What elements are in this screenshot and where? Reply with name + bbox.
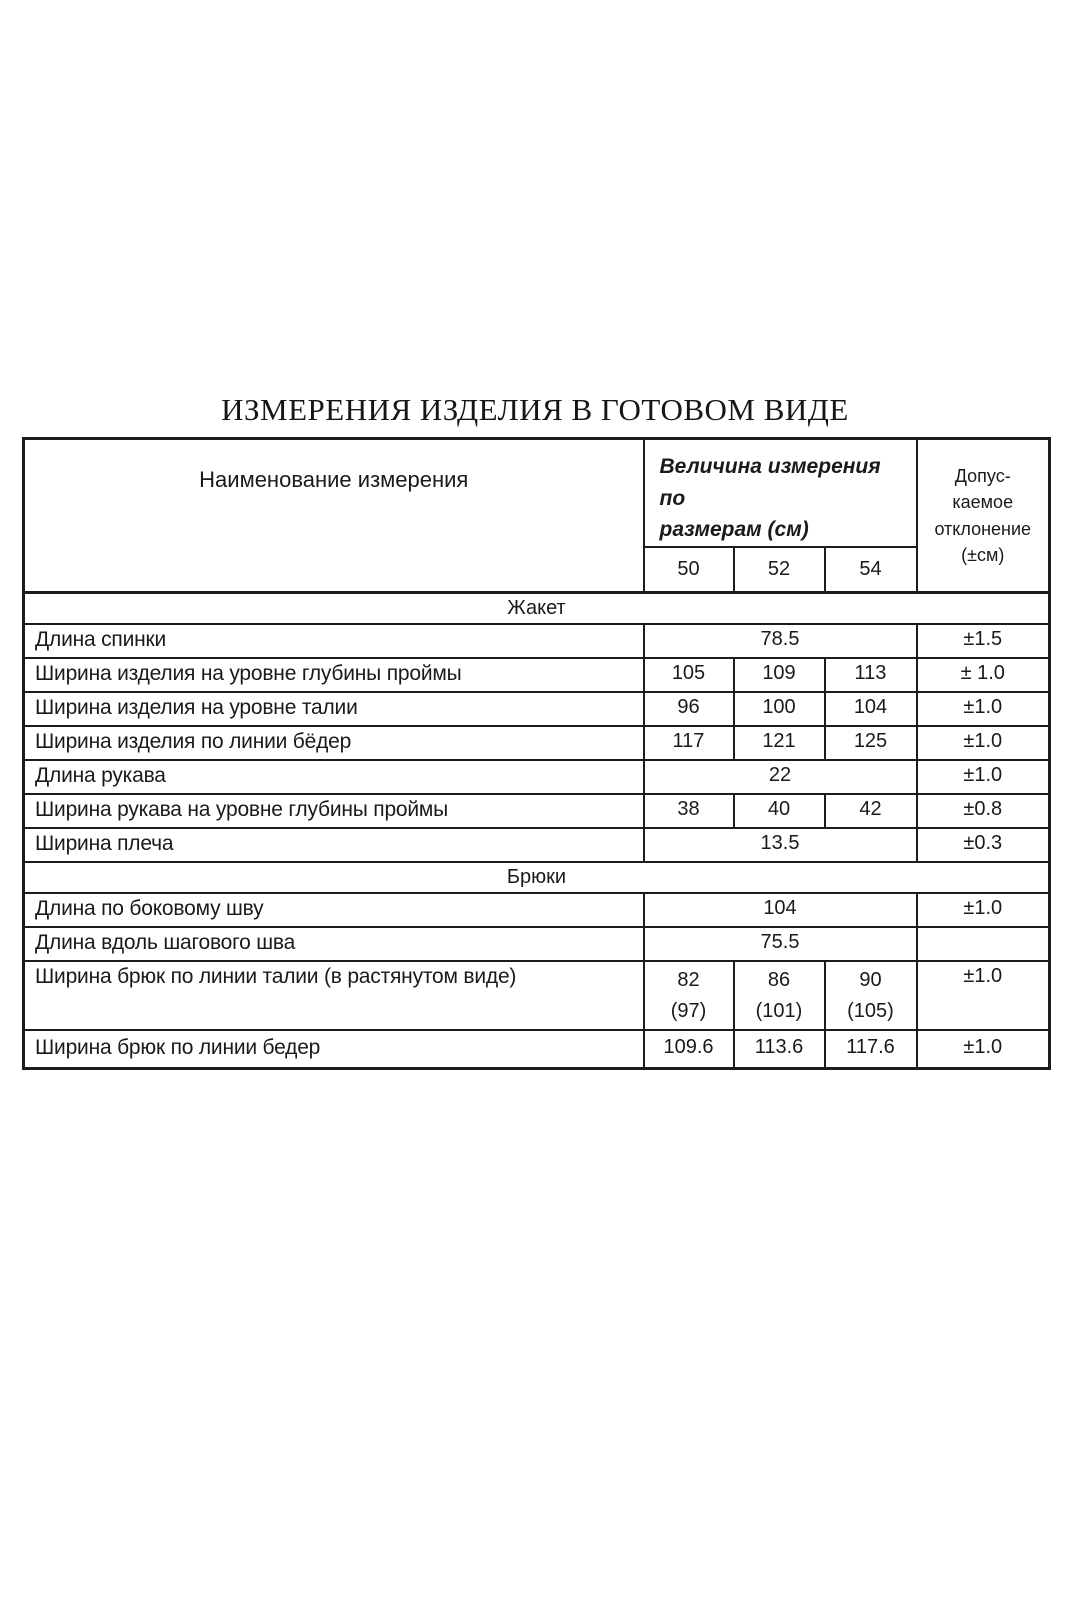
tolerance-value: ±1.0 — [917, 760, 1050, 794]
size-value-50: 109.6 — [644, 1030, 734, 1069]
table-row — [24, 658, 1050, 692]
section-header-trousers — [24, 862, 1050, 893]
size-value-54: 42 — [825, 794, 917, 828]
merged-value: 22 — [644, 760, 917, 794]
size-value-line: (101) — [755, 999, 803, 1022]
table-row — [24, 828, 1050, 862]
size-value-50: 96 — [644, 692, 734, 726]
size-value-52: 40 — [734, 794, 825, 828]
size-value-50: 105 — [644, 658, 734, 692]
tolerance-header-line-2: каемое — [952, 492, 1014, 513]
section-label: Жакет — [24, 593, 1050, 624]
section-header-jacket — [24, 593, 1050, 624]
size-value-line: 90 — [859, 968, 882, 991]
size-value-54: 104 — [825, 692, 917, 726]
document-page — [22, 0, 1048, 1070]
size-value-50: 117 — [644, 726, 734, 760]
table-row — [24, 692, 1050, 726]
size-value-54 — [825, 961, 917, 1030]
size-value-50 — [644, 961, 734, 1030]
size-header-54: 54 — [825, 547, 917, 593]
value-header-line-2: размерам (см) — [659, 518, 809, 541]
tolerance-value: ±0.3 — [917, 828, 1050, 862]
column-header-values — [644, 439, 917, 547]
table-row — [24, 1030, 1050, 1069]
size-header-52: 52 — [734, 547, 825, 593]
size-value-line: (97) — [670, 999, 707, 1022]
row-name: Длина рукава — [24, 760, 644, 794]
tolerance-header-line-4: (±см) — [961, 544, 1005, 565]
table-row — [24, 794, 1050, 828]
merged-value: 75.5 — [644, 927, 917, 961]
header-row-top — [24, 439, 1050, 547]
size-value-54: 113 — [825, 658, 917, 692]
size-value-52: 121 — [734, 726, 825, 760]
tolerance-value: ±1.5 — [917, 624, 1050, 658]
tolerance-value: ± 1.0 — [917, 658, 1050, 692]
table-row — [24, 760, 1050, 794]
column-header-tolerance — [917, 439, 1050, 593]
size-value-52: 113.6 — [734, 1030, 825, 1069]
merged-value: 104 — [644, 893, 917, 927]
row-name: Ширина плеча — [24, 828, 644, 862]
section-label: Брюки — [24, 862, 1050, 893]
size-value-52: 109 — [734, 658, 825, 692]
size-value-52 — [734, 961, 825, 1030]
table-row — [24, 726, 1050, 760]
row-name: Ширина изделия на уровне глубины проймы — [24, 658, 644, 692]
merged-value: 78.5 — [644, 624, 917, 658]
table-row — [24, 624, 1050, 658]
row-name: Ширина изделия на уровне талии — [24, 692, 644, 726]
row-name: Ширина изделия по линии бёдер — [24, 726, 644, 760]
row-name: Ширина рукава на уровне глубины проймы — [24, 794, 644, 828]
tolerance-value: ±1.0 — [917, 692, 1050, 726]
page-title: ИЗМЕРЕНИЯ ИЗДЕЛИЯ В ГОТОВОМ ВИДЕ — [221, 392, 849, 427]
merged-value: 13.5 — [644, 828, 917, 862]
tolerance-header-line-3: отклонение — [934, 518, 1032, 539]
size-value-52: 100 — [734, 692, 825, 726]
size-header-50: 50 — [644, 547, 734, 593]
size-value-line: 86 — [767, 968, 791, 991]
tolerance-value: ±1.0 — [917, 726, 1050, 760]
size-value-54: 117.6 — [825, 1030, 917, 1069]
tolerance-value — [917, 927, 1050, 961]
tolerance-value: ±1.0 — [917, 961, 1050, 1030]
size-value-line: 82 — [677, 968, 700, 991]
table-row — [24, 893, 1050, 927]
table-row — [24, 961, 1050, 1030]
row-name: Ширина брюк по линии бедер — [24, 1030, 644, 1069]
measurements-table — [22, 437, 1051, 1070]
row-name: Длина по боковому шву — [24, 893, 644, 927]
tolerance-header-line-1: Допус- — [954, 466, 1011, 487]
tolerance-value: ±0.8 — [917, 794, 1050, 828]
row-name: Длина спинки — [24, 624, 644, 658]
value-header-line-1: Величина измерения по — [659, 455, 881, 510]
row-name: Ширина брюк по линии талии (в растянутом виде) — [24, 961, 644, 1030]
tolerance-value: ±1.0 — [917, 893, 1050, 927]
tolerance-value: ±1.0 — [917, 1030, 1050, 1069]
size-value-54: 125 — [825, 726, 917, 760]
column-header-name: Наименование измерения — [24, 439, 644, 593]
row-name: Длина вдоль шагового шва — [24, 927, 644, 961]
size-value-50: 38 — [644, 794, 734, 828]
size-value-line: (105) — [847, 999, 894, 1022]
table-row — [24, 927, 1050, 961]
